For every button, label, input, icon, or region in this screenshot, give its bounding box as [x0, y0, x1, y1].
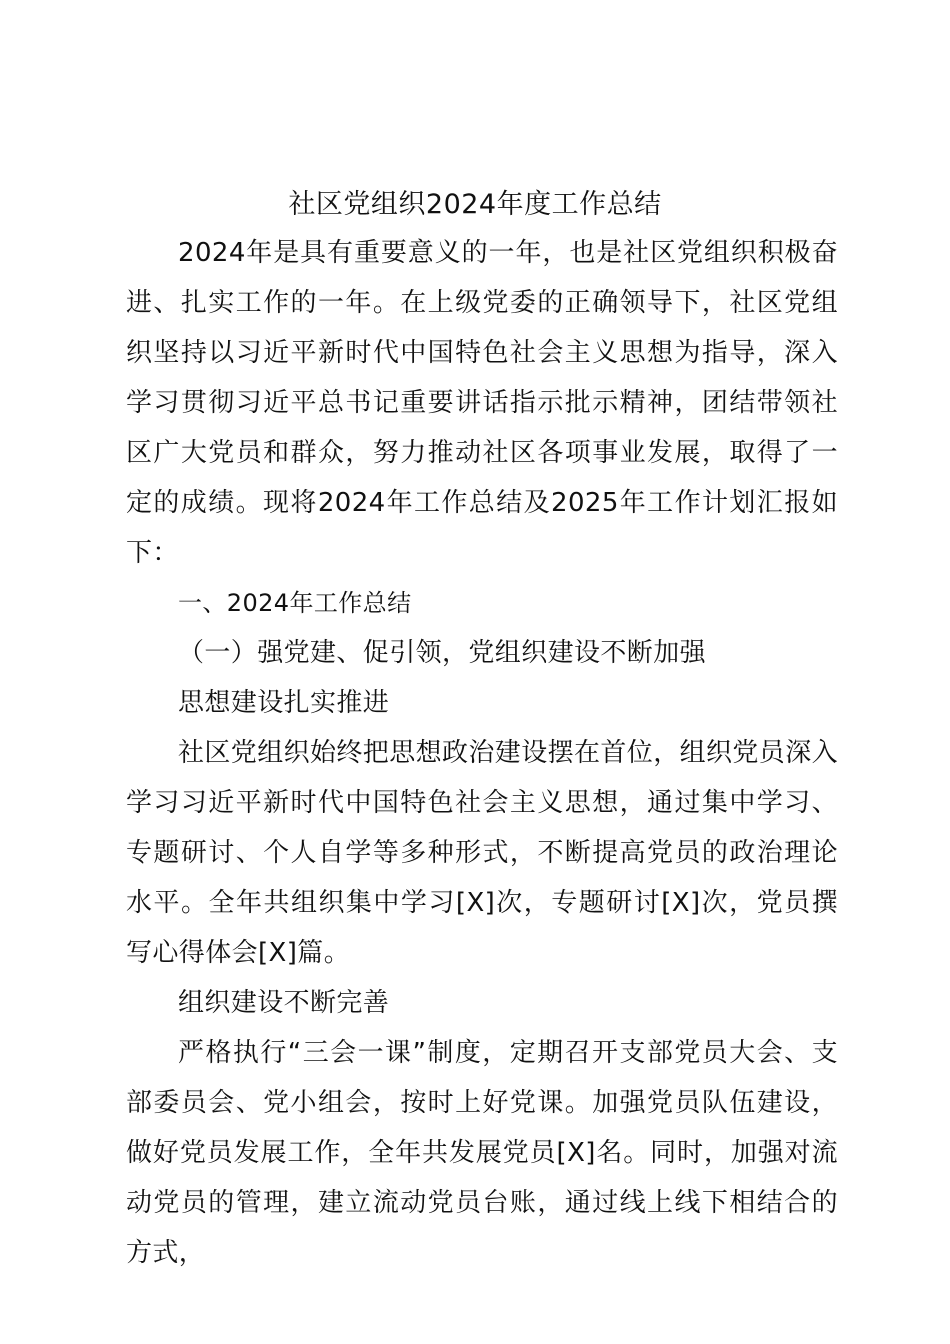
- subsection-heading: （一）强党建、促引领，党组织建设不断加强: [178, 638, 707, 668]
- organization-paragraph: 严格执行“三会一课”制度，定期召开支部党员大会、支部委员会、党小组会，按时上好党课。加强党员队伍建设，做好党员发展工作，全年共发展党员[X]名。同时，加强对流动党员的管理，建立流动党员台账，通过线上线下相结合的方式，: [126, 1038, 838, 1268]
- topic-heading-ideology: 思想建设扎实推进: [178, 688, 390, 718]
- topic-heading-organization: 组织建设不断完善: [178, 988, 390, 1018]
- document-body: [126, 228, 838, 1278]
- ideology-paragraph: 社区党组织始终把思想政治建设摆在首位，组织党员深入学习习近平新时代中国特色社会主义思想，通过集中学习、专题研讨、个人自学等多种形式，不断提高党员的政治理论水平。全年共组织集中学习[X]次，专题研讨[X]次，党员撰写心得体会[X]篇。: [126, 738, 839, 968]
- document-title: 社区党组织2024年度工作总结: [288, 189, 662, 220]
- intro-paragraph: 2024年是具有重要意义的一年，也是社区党组织积极奋进、扎实工作的一年。在上级党委的正确领导下，社区党组织坚持以习近平新时代中国特色社会主义思想为指导，深入学习贯彻习近平总书记重要讲话指示批示精神，团结带领社区广大党员和群众，努力推动社区各项事业发展，取得了一定的成绩。现将2024年工作总结及2025年工作计划汇报如下：: [126, 238, 838, 568]
- section-heading: 一、2024年工作总结: [178, 589, 412, 617]
